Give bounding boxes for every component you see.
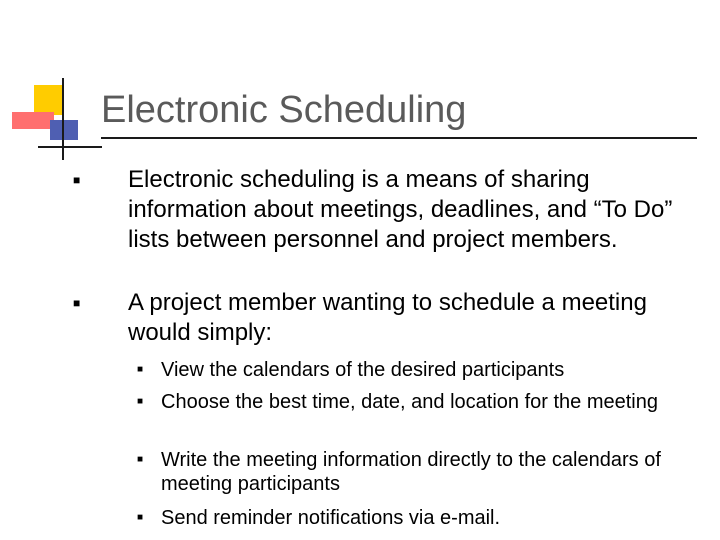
logo-yellow-square bbox=[34, 85, 64, 115]
logo-pink-bar bbox=[12, 112, 54, 129]
sub-bullet-text-3: Write the meeting information directly to the calendars of meeting participants bbox=[161, 449, 661, 495]
square-bullet-icon: ■ bbox=[73, 173, 81, 187]
square-bullet-icon: ■ bbox=[137, 396, 144, 407]
square-bullet-icon: ■ bbox=[137, 454, 144, 465]
sub-bullet-text-4: Send reminder notifications via e-mail. bbox=[161, 507, 501, 529]
bullet-text-1: Electronic scheduling is a means of sharing information about meetings, deadlines, and “To Do” lists between personnel and project members. bbox=[128, 166, 673, 253]
title-underline bbox=[101, 137, 697, 139]
sub-bullet-text-2: Choose the best time, date, and location for the meeting bbox=[161, 391, 658, 413]
logo-blue-square bbox=[50, 120, 78, 140]
sub-bullet-text-1: View the calendars of the desired participants bbox=[161, 359, 565, 381]
square-bullet-icon: ■ bbox=[137, 512, 144, 523]
slide-logo-icon bbox=[0, 0, 110, 170]
square-bullet-icon: ■ bbox=[137, 364, 144, 375]
logo-horizontal-line bbox=[38, 146, 102, 148]
bullet-text-2: A project member wanting to schedule a meeting would simply: bbox=[128, 289, 647, 346]
slide-title: Electronic Scheduling bbox=[101, 89, 467, 131]
square-bullet-icon: ■ bbox=[73, 296, 81, 310]
